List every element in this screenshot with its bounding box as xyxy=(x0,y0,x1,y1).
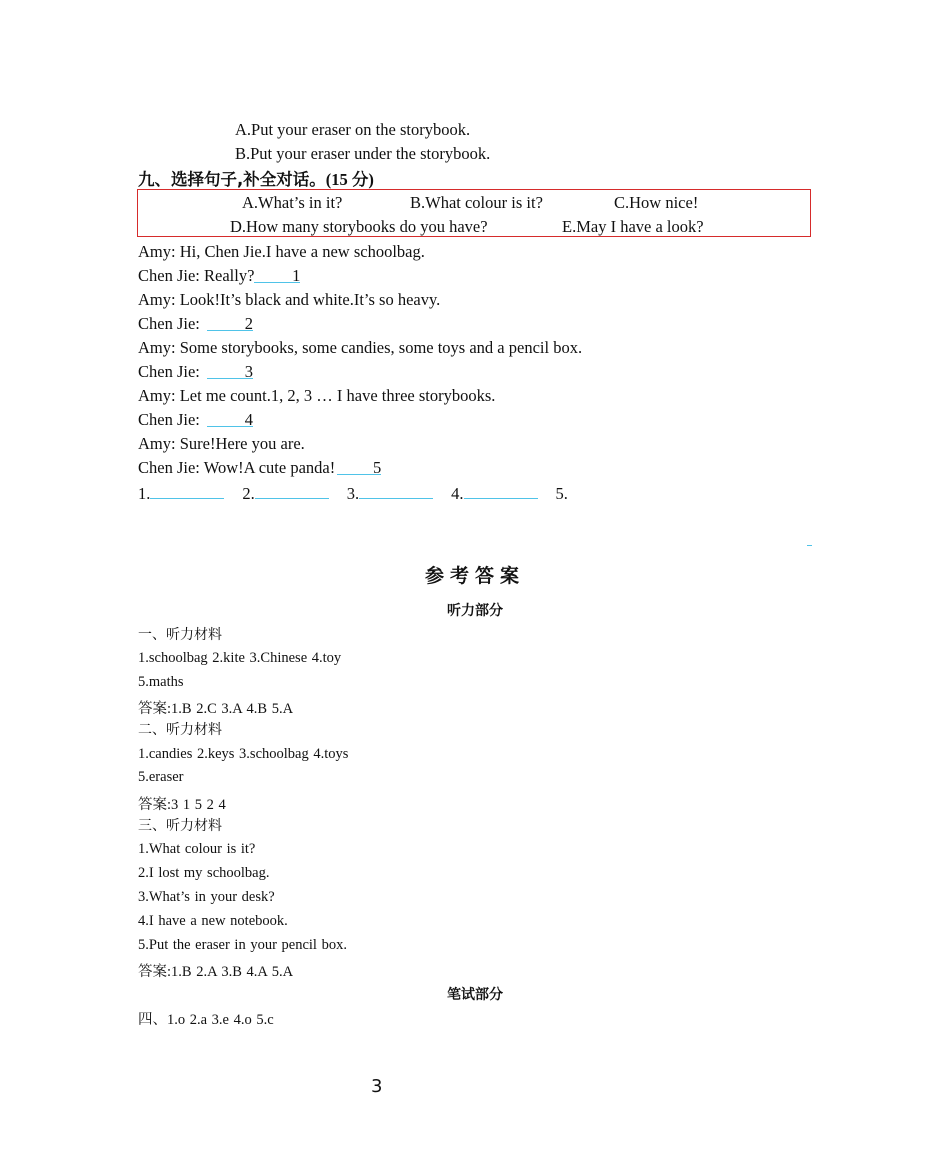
option-b-prev: B.Put your eraser under the storybook. xyxy=(235,144,491,163)
answer-line: 答案:3 1 5 2 4 xyxy=(138,797,226,813)
answer-label: 1. xyxy=(138,484,151,503)
answer-line: 2.I lost my schoolbag. xyxy=(138,865,270,881)
choices-box xyxy=(137,189,811,237)
dialogue-blank[interactable]: 1 xyxy=(254,266,300,283)
dialogue-blank[interactable]: 4 xyxy=(207,410,253,427)
answer-blank-2[interactable] xyxy=(255,482,329,499)
dialogue-line xyxy=(138,338,582,358)
dialogue-line xyxy=(138,314,253,334)
answer-line: 1.candies 2.keys 3.schoolbag 4.toys xyxy=(138,746,349,762)
answer-line: 二、听力材料 xyxy=(138,722,222,738)
dialogue-text: Amy: Some storybooks, some candies, some toys and a pencil box. xyxy=(138,338,583,357)
listening-section-title: 听力部分 xyxy=(447,603,503,619)
answer-label: 3. xyxy=(346,484,360,503)
section-9-title xyxy=(138,166,374,190)
dialogue-text: Amy: Let me count.1, 2, 3 … I have three storybooks. xyxy=(138,386,496,405)
dialogue-line xyxy=(138,290,440,310)
answer-line: 3.What’s in your desk? xyxy=(138,889,275,905)
dialogue-text: Amy: Sure!Here you are. xyxy=(138,434,305,453)
page-number: 3 xyxy=(371,1076,383,1097)
writing-section-title: 笔试部分 xyxy=(447,987,503,1003)
answer-line: 5.Put the eraser in your pencil box. xyxy=(138,937,347,953)
dialogue-text: Chen Jie: xyxy=(138,362,204,381)
choice-d: D.How many storybooks do you have? xyxy=(230,217,488,236)
answer-line: 5.maths xyxy=(138,674,184,690)
answer-line: 1.What colour is it? xyxy=(138,841,256,857)
answers-title: 参考答案 xyxy=(424,565,525,587)
dialogue-line xyxy=(138,386,495,406)
dialogue-blank[interactable]: 5 xyxy=(337,458,381,475)
dialogue-text: Chen Jie: xyxy=(138,410,204,429)
dialogue-line xyxy=(138,458,381,478)
answer-blank-1[interactable] xyxy=(150,482,224,499)
dialogue-blank[interactable]: 2 xyxy=(207,314,253,331)
dialogue-line xyxy=(138,362,253,382)
choice-e: E.May I have a look? xyxy=(562,217,704,236)
dialogue-blank[interactable]: 3 xyxy=(207,362,253,379)
answer-label: 5. xyxy=(555,484,568,503)
answer-line: 答案:1.B 2.C 3.A 4.B 5.A xyxy=(138,701,294,717)
answer-label: 2. xyxy=(242,484,255,503)
dialogue-line xyxy=(138,266,300,286)
answer-line: 四、1.o 2.a 3.e 4.o 5.c xyxy=(138,1012,274,1028)
option-a-prev: A.Put your eraser on the storybook. xyxy=(235,120,471,139)
choice-c: C.How nice! xyxy=(614,193,699,212)
dialogue-line xyxy=(138,434,305,454)
answer-label: 4. xyxy=(451,484,464,503)
answer-line: 答案:1.B 2.A 3.B 4.A 5.A xyxy=(138,964,294,980)
dialogue-text: Chen Jie: xyxy=(138,314,204,333)
dialogue-text: Chen Jie: Really? xyxy=(138,266,255,285)
answer-blank-3[interactable] xyxy=(359,482,433,499)
dialogue-line xyxy=(138,242,425,262)
answer-line: 一、听力材料 xyxy=(138,627,222,643)
dialogue-text: Amy: Look!It’s black and white.It’s so heavy. xyxy=(138,290,441,309)
decorative-mark xyxy=(807,545,812,546)
answer-blanks-row xyxy=(138,482,568,504)
choice-b: B.What colour is it? xyxy=(410,193,543,212)
dialogue-text: Amy: Hi, Chen Jie.I have a new schoolbag. xyxy=(138,242,425,261)
dialogue-text: Chen Jie: Wow!A cute panda! xyxy=(138,458,336,477)
dialogue-line xyxy=(138,410,253,430)
section-9-title-cn: 九、选择句子,补全对话。 xyxy=(138,170,326,189)
answer-line: 5.eraser xyxy=(138,769,184,785)
answer-line: 三、听力材料 xyxy=(138,818,222,834)
answer-blank-4[interactable] xyxy=(464,482,538,499)
answer-line: 1.schoolbag 2.kite 3.Chinese 4.toy xyxy=(138,650,342,666)
answer-line: 4.I have a new notebook. xyxy=(138,913,288,929)
section-9-score: (15 分) xyxy=(325,170,374,189)
choice-a: A.What’s in it? xyxy=(242,193,343,212)
